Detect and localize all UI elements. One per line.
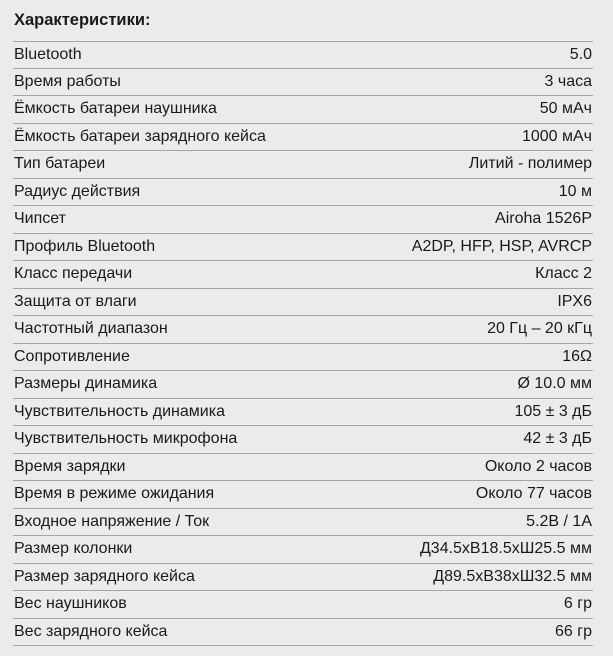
spec-value: Около 2 часов bbox=[484, 457, 592, 475]
spec-row-case-weight bbox=[13, 619, 593, 647]
spec-label: Время зарядки bbox=[14, 457, 126, 475]
spec-row-range bbox=[13, 179, 593, 207]
spec-row-driver-size bbox=[13, 371, 593, 399]
spec-value: 66 гр bbox=[555, 622, 592, 640]
spec-label: Bluetooth bbox=[14, 45, 82, 63]
spec-row-battery-type bbox=[13, 151, 593, 179]
spec-label: Время в режиме ожидания bbox=[14, 485, 215, 503]
spec-value: IPX6 bbox=[557, 292, 592, 310]
spec-label: Размеры динамика bbox=[14, 375, 158, 393]
spec-label: Размер колонки bbox=[14, 540, 133, 558]
spec-row-case-battery bbox=[13, 124, 593, 152]
spec-label: Входное напряжение / Ток bbox=[14, 512, 210, 530]
spec-row-standby-time bbox=[13, 481, 593, 509]
spec-label: Размер зарядного кейса bbox=[14, 567, 195, 585]
spec-value: 6 гр bbox=[563, 595, 592, 613]
spec-row-case-size bbox=[13, 564, 593, 592]
spec-value: A2DP, HFP, HSP, AVRCP bbox=[411, 237, 592, 255]
spec-value: 1000 мАч bbox=[521, 127, 592, 145]
spec-row-bluetooth bbox=[13, 41, 593, 69]
spec-value: 20 Гц – 20 кГц bbox=[487, 320, 592, 338]
spec-label: Ёмкость батареи зарядного кейса bbox=[14, 127, 266, 145]
spec-row-microphone-sensitivity bbox=[13, 426, 593, 454]
spec-label: Тип батареи bbox=[14, 155, 106, 173]
spec-label: Профиль Bluetooth bbox=[14, 237, 156, 255]
spec-value: 3 часа bbox=[544, 72, 592, 90]
spec-label: Чипсет bbox=[14, 210, 66, 228]
spec-value: 5.2В / 1А bbox=[526, 512, 592, 530]
spec-label: Чувствительность микрофона bbox=[14, 430, 238, 448]
spec-value: 50 мАч bbox=[539, 100, 592, 118]
spec-value: Д34.5хВ18.5хШ25.5 мм bbox=[419, 540, 592, 558]
spec-row-impedance bbox=[13, 344, 593, 372]
spec-label: Класс передачи bbox=[14, 265, 133, 283]
spec-label: Ёмкость батареи наушника bbox=[14, 100, 217, 118]
spec-value: 42 ± 3 дБ bbox=[523, 430, 592, 448]
spec-label: Вес наушников bbox=[14, 595, 127, 613]
spec-label: Радиус действия bbox=[14, 182, 141, 200]
spec-row-frequency-range bbox=[13, 316, 593, 344]
spec-row-chipset bbox=[13, 206, 593, 234]
spec-label: Защита от влаги bbox=[14, 292, 137, 310]
spec-label: Чувствительность динамика bbox=[14, 402, 225, 420]
spec-row-input-voltage bbox=[13, 509, 593, 537]
spec-value: Д89.5хВ38хШ32.5 мм bbox=[433, 567, 592, 585]
spec-value: Литий - полимер bbox=[468, 155, 592, 173]
spec-label: Время работы bbox=[14, 72, 121, 90]
spec-row-driver-sensitivity bbox=[13, 399, 593, 427]
spec-value: 5.0 bbox=[569, 45, 592, 63]
spec-row-transmission-class bbox=[13, 261, 593, 289]
spec-label: Частотный диапазон bbox=[14, 320, 168, 338]
spec-row-water-protection bbox=[13, 289, 593, 317]
spec-row-bluetooth-profile bbox=[13, 234, 593, 262]
spec-value: Ø 10.0 мм bbox=[517, 375, 592, 393]
spec-row-charging-time bbox=[13, 454, 593, 482]
specifications-title: Характеристики: bbox=[14, 11, 151, 29]
spec-value: 105 ± 3 дБ bbox=[514, 402, 592, 420]
spec-value: Класс 2 bbox=[535, 265, 592, 283]
spec-value: Airoha 1526P bbox=[495, 210, 592, 228]
specifications-table bbox=[13, 41, 593, 646]
spec-row-earbud-size bbox=[13, 536, 593, 564]
spec-label: Сопротивление bbox=[14, 347, 130, 365]
spec-row-earphone-battery bbox=[13, 96, 593, 124]
spec-label: Вес зарядного кейса bbox=[14, 622, 168, 640]
spec-value: Около 77 часов bbox=[475, 485, 592, 503]
spec-row-work-time bbox=[13, 69, 593, 97]
spec-row-earphone-weight bbox=[13, 591, 593, 619]
spec-value: 16Ω bbox=[562, 347, 592, 365]
spec-value: 10 м bbox=[558, 182, 592, 200]
